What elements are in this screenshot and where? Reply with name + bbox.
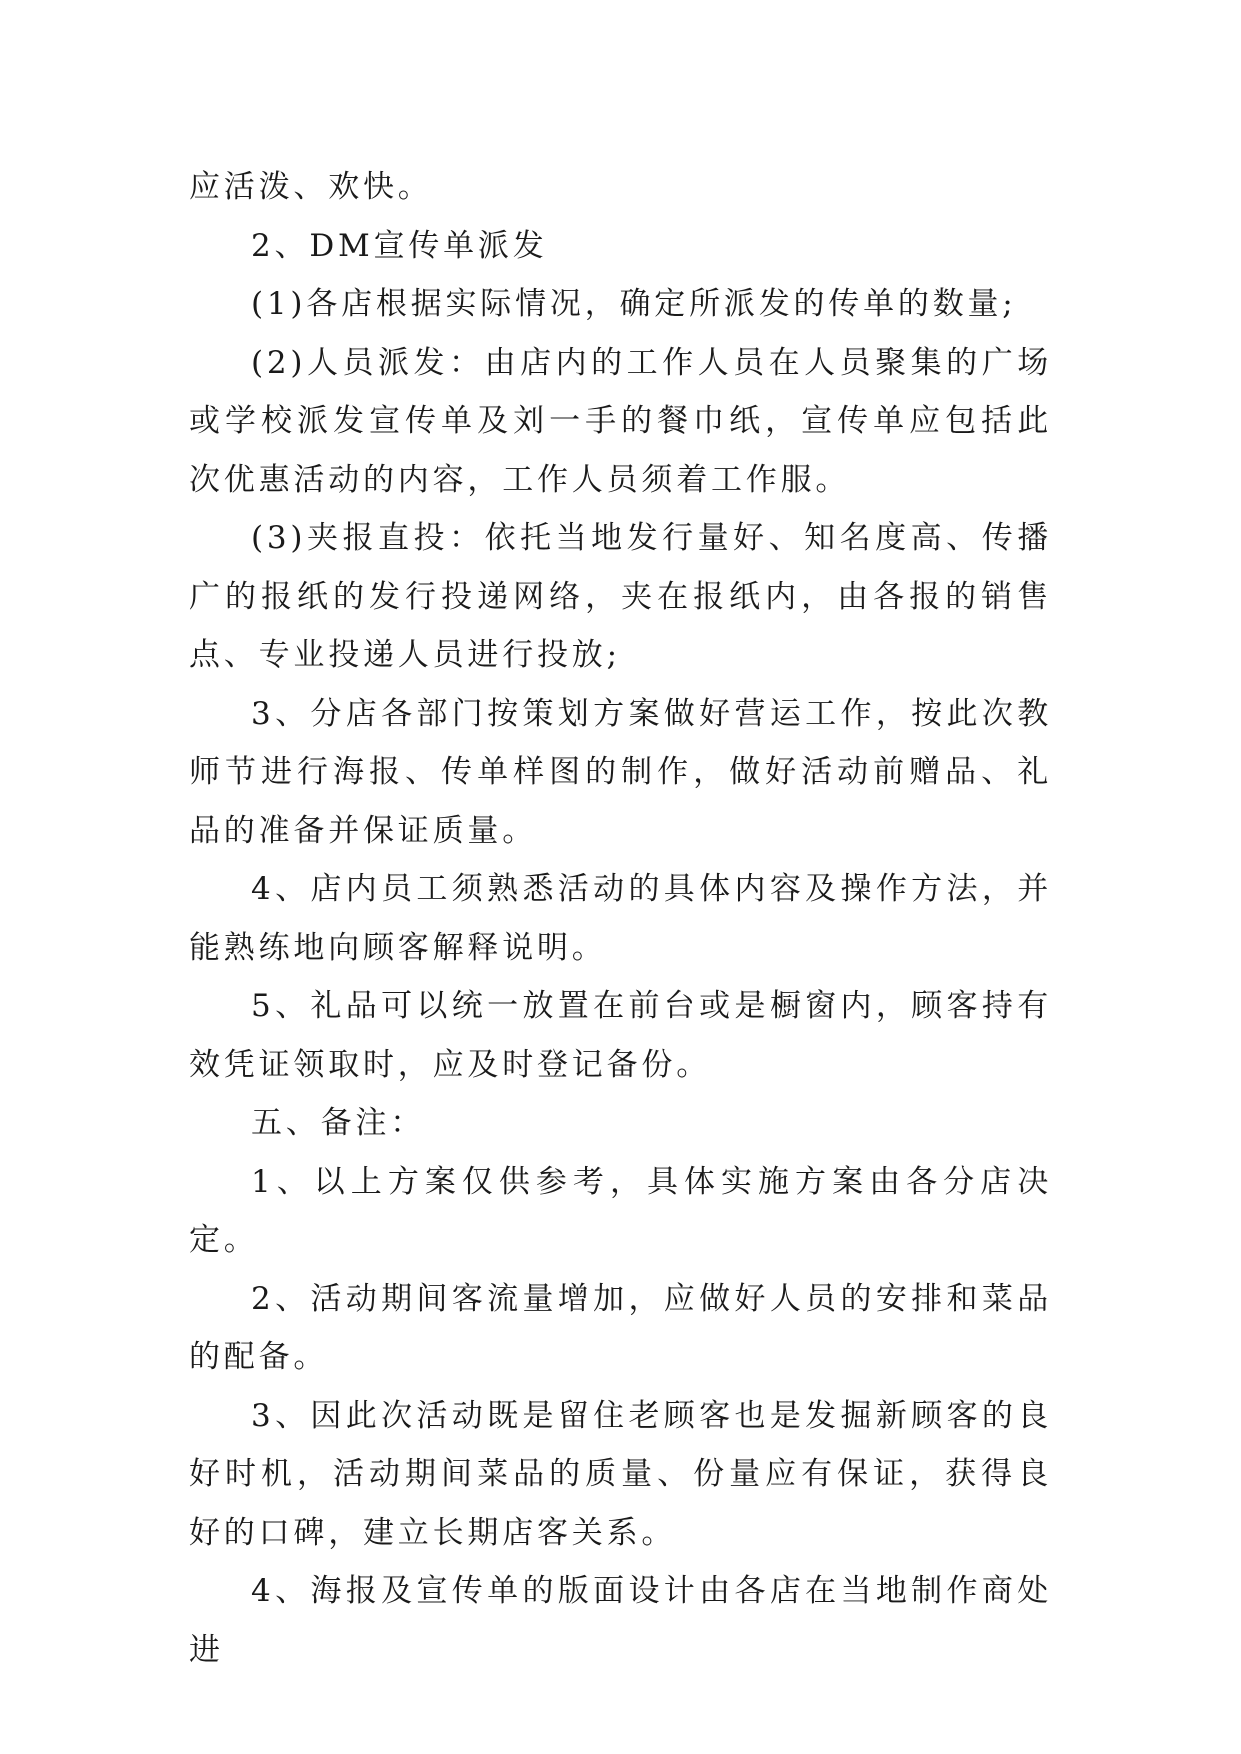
paragraph-note-1: 1、以上方案仅供参考，具体实施方案由各分店决定。 xyxy=(189,1163,1052,1258)
paragraph-flyer-quantity: (1)各店根据实际情况，确定所派发的传单的数量; xyxy=(251,286,1017,322)
document-body xyxy=(189,158,1052,1679)
section-heading-notes: 五、备注： xyxy=(251,1105,425,1141)
paragraph-branch-operations: 3、分店各部门按策划方案做好营运工作，按此次教师节进行海报、传单样图的制作，做好活动前赠品、礼品的准备并保证质量。 xyxy=(189,695,1052,849)
paragraph-note-2: 2、活动期间客流量增加，应做好人员的安排和菜品的配备。 xyxy=(189,1280,1052,1375)
paragraph-newspaper-insert: (3)夹报直投：依托当地发行量好、知名度高、传播广的报纸的发行投递网络，夹在报纸内，由各报的销售点、专业投递人员进行投放; xyxy=(189,520,1052,673)
paragraph-note-3: 3、因此次活动既是留住老顾客也是发掘新顾客的良好时机，活动期间菜品的质量、份量应有保证，获得良好的口碑，建立长期店客关系。 xyxy=(189,1397,1052,1551)
paragraph-staff-training: 4、店内员工须熟悉活动的具体内容及操作方法，并能熟练地向顾客解释说明。 xyxy=(189,871,1052,966)
paragraph-note-4: 4、海报及宣传单的版面设计由各店在当地制作商处进 xyxy=(189,1573,1052,1668)
paragraph-continuation: 应活泼、欢快。 xyxy=(189,169,433,205)
paragraph-staff-distribution: (2)人员派发：由店内的工作人员在人员聚集的广场或学校派发宣传单及刘一手的餐巾纸，宣传单应包括此次优惠活动的内容，工作人员须着工作服。 xyxy=(189,344,1052,498)
paragraph-gift-placement: 5、礼品可以统一放置在前台或是橱窗内，顾客持有效凭证领取时，应及时登记备份。 xyxy=(189,988,1052,1083)
paragraph-dm-flyer-heading: 2、DM宣传单派发 xyxy=(251,227,548,264)
